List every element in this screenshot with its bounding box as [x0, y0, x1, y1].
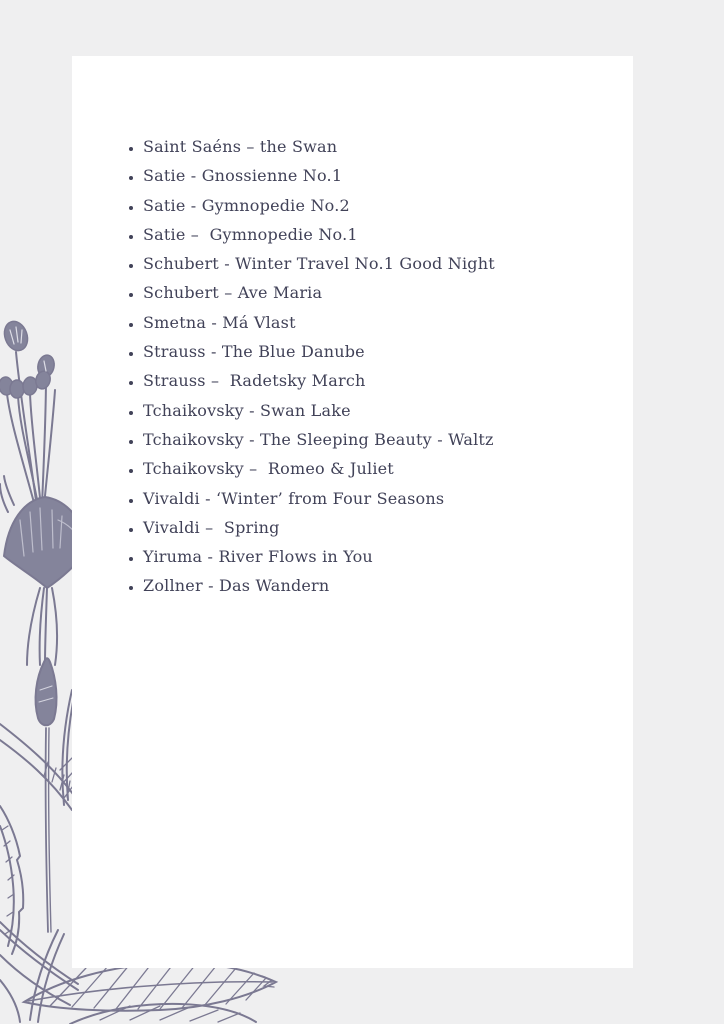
playlist-item: • Yiruma - River Flows in You: [143, 542, 495, 571]
playlist-item: • Schubert - Winter Travel No.1 Good Night: [143, 249, 495, 278]
playlist-item: • Schubert – Ave Maria: [143, 278, 495, 307]
playlist-item: • Saint Saéns – the Swan: [143, 132, 495, 161]
playlist-item: • Satie – Gymnopedie No.1: [143, 220, 495, 249]
playlist-item: • Tchaikovsky - Swan Lake: [143, 396, 495, 425]
playlist-item: • Strauss - The Blue Danube: [143, 337, 495, 366]
playlist-list: [126, 132, 495, 601]
playlist-item: • Vivaldi - ‘Winter’ from Four Seasons: [143, 484, 495, 513]
playlist-item: • Tchaikovsky – Romeo & Juliet: [143, 454, 495, 483]
playlist-item: • Strauss – Radetsky March: [143, 366, 495, 395]
playlist-item: • Satie - Gymnopedie No.2: [143, 191, 495, 220]
playlist-item: • Tchaikovsky - The Sleeping Beauty - Waltz: [143, 425, 495, 454]
playlist-item: • Zollner - Das Wandern: [143, 571, 495, 600]
document-page: [72, 56, 633, 968]
playlist-item: • Smetna - Má Vlast: [143, 308, 495, 337]
playlist-item: • Satie - Gnossienne No.1: [143, 161, 495, 190]
playlist-item: • Vivaldi – Spring: [143, 513, 495, 542]
